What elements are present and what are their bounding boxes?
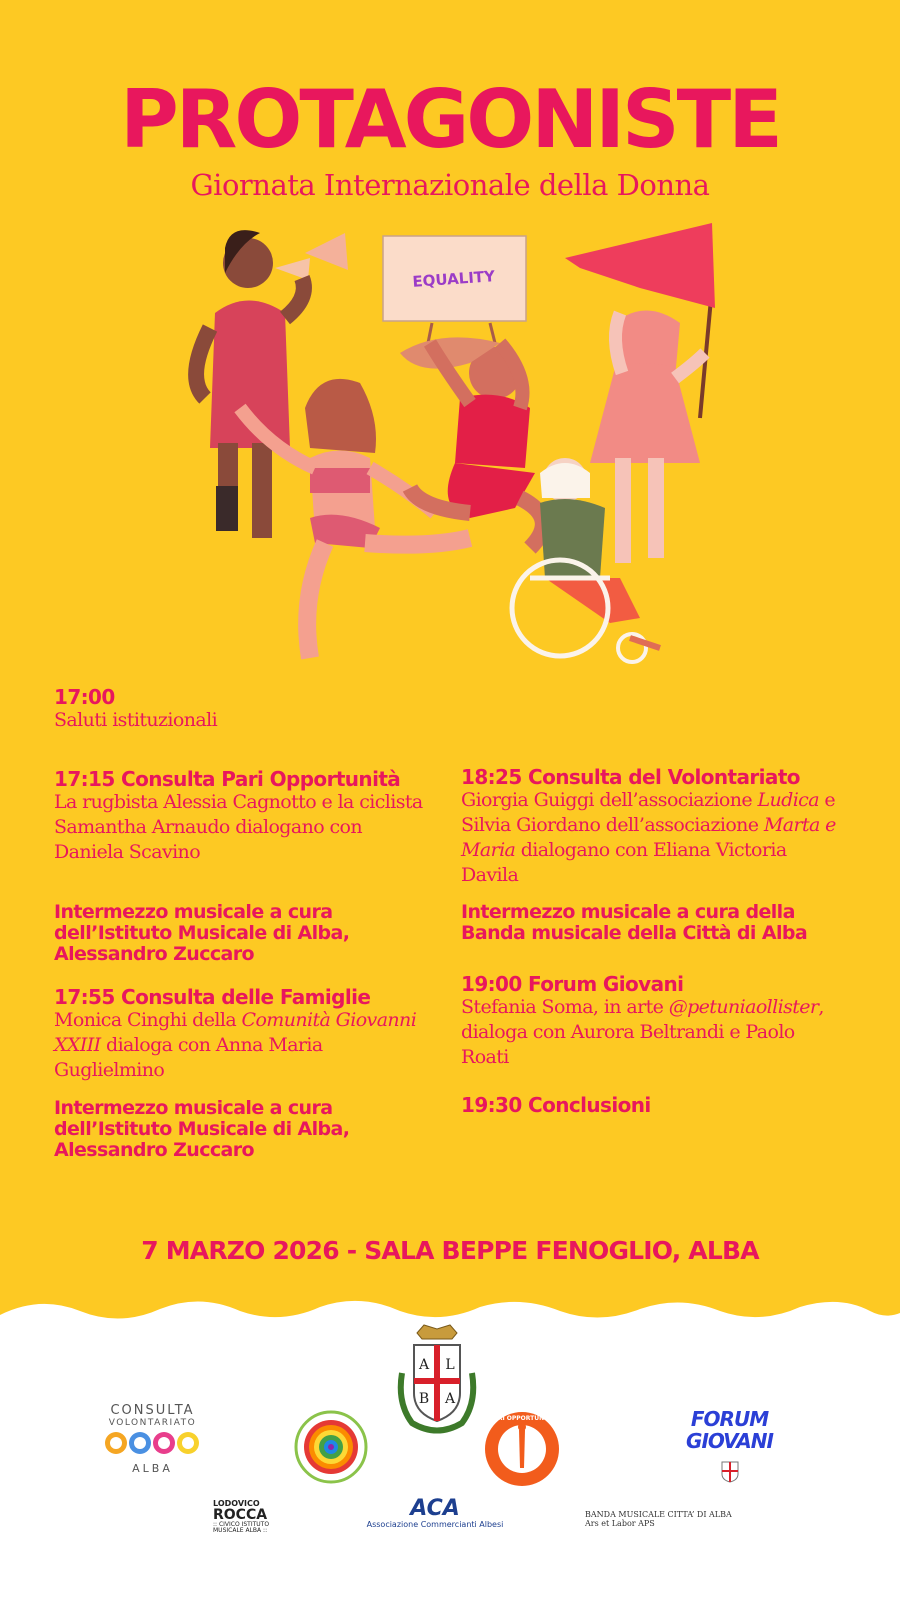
small-crest-icon	[720, 1460, 740, 1484]
intermezzo-1	[54, 902, 454, 965]
lodovico-rocca-logo	[213, 1500, 283, 1534]
item-1755-text	[54, 1008, 454, 1083]
item-1825-line3b: dialogano con Eliana Victoria	[515, 839, 787, 861]
intermezzo-2-line2: dell’Istituto Musicale di Alba,	[54, 1118, 350, 1140]
item-1825-text	[461, 788, 891, 888]
item-1825-line4: Davila	[461, 864, 519, 886]
alba-letter-3: B	[418, 1391, 430, 1407]
intermezzo-3-line2: Banda musicale della Città di Alba	[461, 922, 808, 944]
woman-flag-icon	[590, 311, 705, 564]
rocca-line1: LODOVICO	[213, 1499, 260, 1508]
consulta-famiglie-logo	[294, 1410, 369, 1485]
forum-line1: FORUM	[690, 1407, 769, 1431]
program-left-column	[54, 686, 454, 733]
intermezzo-1-line1: Intermezzo musicale a cura	[54, 901, 333, 923]
forum-line2: GIOVANI	[686, 1429, 773, 1453]
date-place: 7 MARZO 2026 - SALA BEPPE FENOGLIO, ALBA	[141, 1236, 759, 1265]
item-1900-line1a: Stefania Soma, in arte	[461, 996, 669, 1018]
item-1825-heading: 18:25 Consulta del Volontariato	[461, 765, 800, 789]
item-1900-line2: dialoga con Aurora Beltrandi e Paolo	[461, 1021, 795, 1043]
consulta-line1: CONSULTA	[110, 1403, 195, 1418]
women-march-illustration	[170, 218, 750, 688]
alba-letter-4: A	[444, 1391, 456, 1407]
consulta-line3: ALBA	[132, 1462, 173, 1475]
rocca-line3: :: CIVICO ISTITUTO	[213, 1521, 270, 1528]
equality-sign-icon	[383, 236, 526, 343]
intermezzo-2-line1: Intermezzo musicale a cura	[54, 1097, 333, 1119]
item-1715-heading: 17:15 Consulta Pari Opportunità	[54, 767, 401, 791]
item-1825-line2b: Marta e	[763, 814, 836, 836]
item-1715-line3: Daniela Scavino	[54, 841, 201, 863]
item-1930	[461, 1094, 891, 1116]
item-1715	[54, 768, 454, 865]
item-1825	[461, 766, 891, 888]
rocca-line4: MUSICALE ALBA ::	[213, 1527, 268, 1534]
intermezzo-2-line3: Alessandro Zuccaro	[54, 1139, 254, 1161]
forum-giovani-logo	[672, 1408, 787, 1488]
item-1700-text: Saluti istituzionali	[54, 709, 218, 731]
item-1825-line1c: e	[818, 789, 836, 811]
pari-opportunita-text: PARI OPPORTUNITÀ	[489, 1415, 555, 1422]
item-1755-line1a: Monica Cinghi della	[54, 1009, 242, 1031]
intermezzo-1-line3: Alessandro Zuccaro	[54, 943, 254, 965]
item-1930-heading: 19:30 Conclusioni	[461, 1093, 651, 1117]
aca-logo	[360, 1498, 510, 1529]
item-1825-line3a: Maria	[461, 839, 516, 861]
item-1825-line1b: Ludica	[757, 789, 819, 811]
intermezzo-2	[54, 1098, 454, 1161]
item-1900-text	[461, 995, 891, 1070]
alba-coat-of-arms-logo	[392, 1323, 482, 1438]
banda-line2: Ars et Labor APS	[585, 1519, 655, 1528]
sign-text: EQUALITY	[411, 267, 496, 291]
colored-circles-icon	[98, 1428, 208, 1458]
intermezzo-3-line1: Intermezzo musicale a cura della	[461, 901, 795, 923]
item-1900-heading: 19:00 Forum Giovani	[461, 972, 684, 996]
aca-full: Associazione Commercianti Albesi	[366, 1520, 504, 1529]
alba-letter-2: L	[445, 1357, 455, 1373]
consulta-volontariato-logo	[90, 1403, 215, 1475]
item-1755-heading: 17:55 Consulta delle Famiglie	[54, 985, 371, 1009]
banda-musicale-logo	[585, 1510, 745, 1528]
alba-letter-1: A	[418, 1357, 430, 1373]
page-title: PROTAGONISTE	[120, 73, 780, 166]
item-1755-line3: Guglielmino	[54, 1059, 165, 1081]
item-1825-line2a: Silvia Giordano dell’associazione	[461, 814, 764, 836]
intermezzo-3	[461, 902, 891, 944]
item-1715-line2: Samantha Arnaudo dialogano con	[54, 816, 363, 838]
item-1825-line1a: Giorgia Guiggi dell’associazione	[461, 789, 758, 811]
item-1715-line1: La rugbista Alessia Cagnotto e la ciclista	[54, 791, 423, 813]
item-1755-line1b: Comunità Giovanni	[241, 1009, 417, 1031]
intermezzo-1-line2: dell’Istituto Musicale di Alba,	[54, 922, 350, 944]
item-1700-time: 17:00	[54, 685, 115, 709]
item-1755-line2b: dialoga con Anna Maria	[100, 1034, 323, 1056]
item-1900-line3: Roati	[461, 1046, 509, 1068]
pari-opportunita-logo	[483, 1410, 561, 1488]
item-1755	[54, 986, 454, 1083]
item-1755-line2a: XXIII	[54, 1034, 101, 1056]
banda-line1: BANDA MUSICALE CITTA’ DI ALBA	[585, 1510, 732, 1519]
rocca-line2: ROCCA	[213, 1507, 268, 1523]
item-1900-line1b: @petuniaollister	[668, 996, 819, 1018]
item-1900-line1c: ,	[818, 996, 824, 1018]
woman-leaping-icon	[400, 337, 543, 548]
woman-wheelchair-icon	[512, 458, 660, 662]
consulta-line2: VOLONTARIATO	[108, 1418, 197, 1428]
item-1715-text	[54, 790, 454, 865]
item-1900	[461, 973, 891, 1070]
aca-short: ACA	[410, 1496, 460, 1521]
page-subtitle: Giornata Internazionale della Donna	[190, 168, 710, 202]
